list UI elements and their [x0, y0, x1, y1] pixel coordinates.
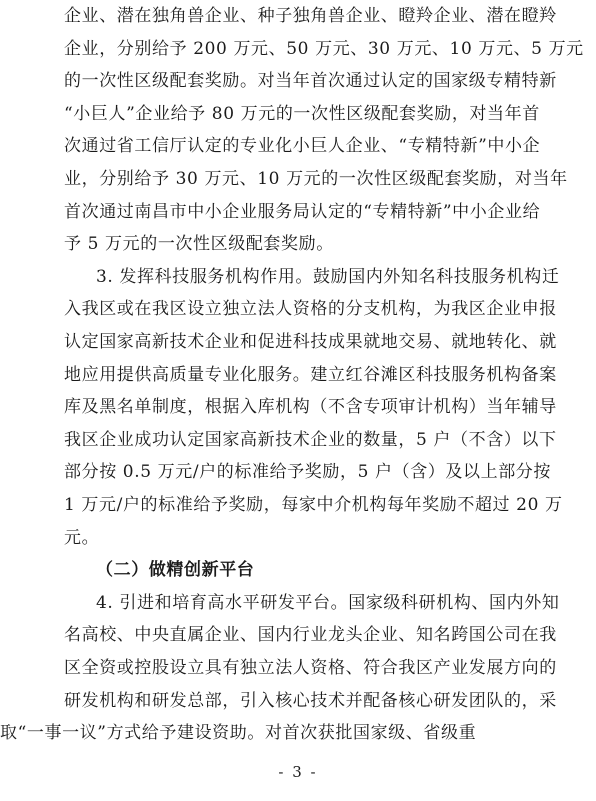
text-line-6: 业，分别给予 30 万元、10 万元的一次性区级配套奖励，对当年: [64, 169, 568, 189]
text-line-8: 予 5 万元的一次性区级配套奖励。: [64, 234, 334, 255]
text-line-16: 1 万元/户的标准给予奖励，每家中介机构每年奖励不超过 20 万: [64, 495, 563, 515]
section-heading: （二）做精创新平台: [96, 560, 255, 581]
paragraph-4-start: 4. 引进和培育高水平研发平台。国家级科研机构、国内外知: [96, 592, 560, 613]
page-number: - 3 -: [278, 763, 318, 781]
text-line-2: 企业，分别给予 200 万元、50 万元、30 万元、10 万元、5 万元: [64, 38, 584, 59]
text-line-7: 首次通过南昌市中小企业服务局认定的“专精特新”中小企业给: [64, 201, 541, 222]
text-line-21: 区全资或控股设立具有独立法人资格、符合我区产业发展方向的: [64, 658, 557, 678]
text-line-10: 入我区或在我区设立独立法人资格的分支机构，为我区企业申报: [64, 299, 557, 320]
text-line-22: 研发机构和研发总部，引入核心技术并配备核心研发团队的，采: [64, 690, 557, 711]
text-line-3: 的一次性区级配套奖励。对当年首次通过认定的国家级专精特新: [64, 71, 557, 92]
text-line-4: “小巨人”企业给予 80 万元的一次性区级配套奖励，对当年首: [64, 103, 540, 124]
text-line-14: 我区企业成功认定国家高新技术企业的数量，5 户（不含）以下: [64, 429, 557, 450]
text-line-5: 次通过省工信厅认定的专业化小巨人企业、“专精特新”中小企: [64, 136, 541, 157]
text-line-15: 部分按 0.5 万元/户的标准给予奖励，5 户（含）及以上部分按: [64, 462, 551, 483]
text-line-1: 企业、潜在独角兽企业、种子独角兽企业、瞪羚企业、潜在瞪羚: [64, 6, 557, 26]
text-line-23: 取“一事一议”方式给予建设资助。对首次获批国家级、省级重: [0, 723, 477, 744]
text-line-13: 库及黑名单制度，根据入库机构（不含专项审计机构）当年辅导: [64, 397, 557, 418]
text-line-20: 名高校、中央直属企业、国内行业龙头企业、知名跨国公司在我: [64, 625, 557, 646]
text-line-12: 地应用提供高质量专业化服务。建立红谷滩区科技服务机构备案: [64, 364, 557, 385]
paragraph-3-start: 3. 发挥科技服务机构作用。鼓励国内外知名科技服务机构迁: [96, 266, 560, 287]
text-line-11: 认定国家高新技术企业和促进科技成果就地交易、就地转化、就: [64, 332, 557, 352]
text-line-17: 元。: [64, 527, 100, 548]
